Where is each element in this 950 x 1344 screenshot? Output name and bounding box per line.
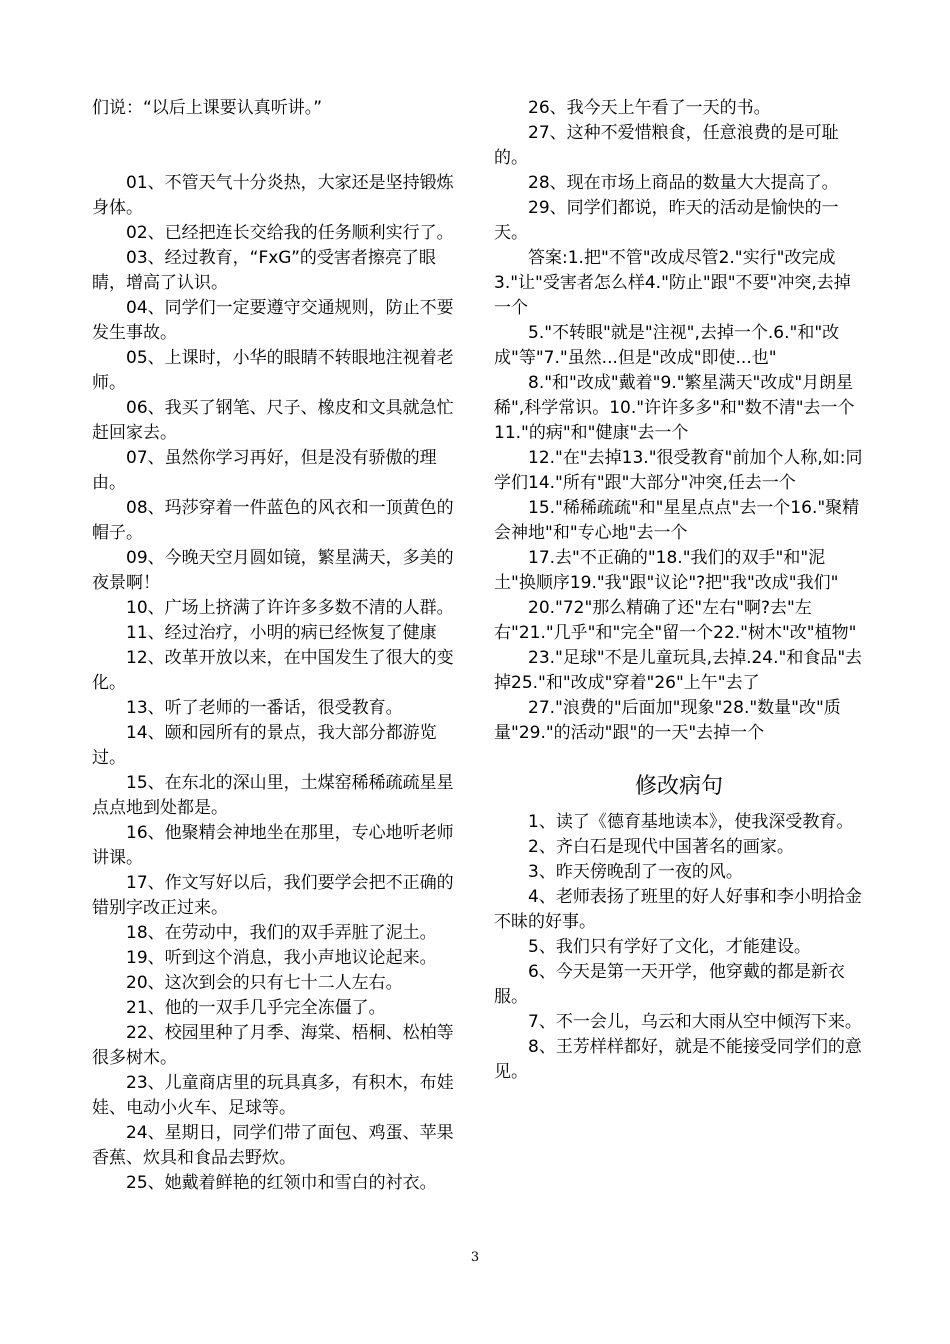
answer-paragraph: 12."在"去掉13."很受教育"前加个人称,如:同学们14."所有"跟"大部分"冲突,任去一个 — [494, 448, 863, 493]
answer-paragraph: 答案:1.把"不管"改成尽管2."实行"改完成3."让"受害者怎么样4."防止"跟"不要"冲突,去掉一个 — [494, 248, 851, 318]
exercise-item: 11、经过治疗，小明的病已经恢复了健康 — [126, 623, 437, 643]
exercise-item: 27、这种不爱惜粮食，任意浪费的是可耻的。 — [494, 123, 839, 168]
section-exercise-item: 1、读了《德育基地读本》，使我深受教育。 — [528, 812, 854, 832]
exercise-item: 21、他的一双手几乎完全冻僵了。 — [126, 998, 386, 1018]
section-exercise-item: 7、不一会儿，乌云和大雨从空中倾泻下来。 — [528, 1012, 862, 1032]
answer-paragraph: 15."稀稀疏疏"和"星星点点"去一个16."聚精会神地"和"专心地"去一个 — [494, 498, 860, 543]
exercise-item: 10、广场上挤满了许许多多数不清的人群。 — [126, 598, 454, 618]
continued-line: 们说：“以后上课要认真听讲。” — [92, 98, 323, 118]
answer-paragraph: 20."72"那么精确了还"左右"啊?去"左右"21."几乎"和"完全"留一个22."树木"改"植物" — [494, 598, 857, 643]
exercise-item: 26、我今天上午看了一天的书。 — [528, 98, 771, 118]
section-exercise-item: 2、齐白石是现代中国著名的画家。 — [528, 837, 794, 857]
exercise-item: 14、颐和园所有的景点，我大部分都游览过。 — [92, 723, 437, 768]
answer-paragraph: 17.去"不正确的"18."我们的双手"和"泥土"换顺序19."我"跟"议论"?把"我"改成"我们" — [494, 548, 839, 593]
exercise-item: 23、儿童商店里的玩具真多，有积木，布娃娃、电动小火车、足球等。 — [92, 1073, 454, 1118]
exercise-item: 06、我买了钢笔、尺子、橡皮和文具就急忙赶回家去。 — [92, 398, 454, 443]
exercise-item: 12、改革开放以来，在中国发生了很大的变化。 — [92, 648, 454, 693]
exercise-item: 18、在劳动中，我们的双手弄脏了泥土。 — [126, 923, 437, 943]
exercise-item: 01、不管天气十分炎热，大家还是坚持锻炼身体。 — [92, 173, 454, 218]
section-exercise-item: 3、昨天傍晚刮了一夜的风。 — [528, 862, 743, 882]
answer-paragraph: 23."足球"不是儿童玩具,去掉.24."和食品"去掉25."和"改成"穿着"26"上午"去了 — [494, 648, 863, 693]
page-number: 3 — [470, 1250, 480, 1265]
exercise-item: 02、已经把连长交给我的任务顺利实行了。 — [126, 223, 454, 243]
exercise-item: 20、这次到会的只有七十二人左右。 — [126, 973, 403, 993]
exercise-item: 15、在东北的深山里，土煤窑稀稀疏疏星星点点地到处都是。 — [92, 773, 454, 818]
exercise-item: 17、作文写好以后，我们要学会把不正确的错别字改正过来。 — [92, 873, 454, 918]
section-exercise-item: 6、今天是第一天开学，他穿戴的都是新衣服。 — [494, 962, 845, 1007]
left-column — [92, 96, 462, 1196]
exercise-item: 07、虽然你学习再好，但是没有骄傲的理由。 — [92, 448, 437, 493]
exercise-item: 25、她戴着鲜艳的红领巾和雪白的衬衣。 — [126, 1173, 437, 1193]
exercise-item: 16、他聚精会神地坐在那里，专心地听老师讲课。 — [92, 823, 454, 868]
answer-paragraph: 5."不转眼"就是"注视",去掉一个.6."和"改成"等"7."虽然...但是"改成"即使...也" — [494, 323, 840, 368]
exercise-item: 03、经过教育，“FxG”的受害者擦亮了眼睛，增高了认识。 — [92, 248, 436, 293]
exercise-item: 08、玛莎穿着一件蓝色的风衣和一顶黄色的帽子。 — [92, 498, 454, 543]
answer-paragraph: 8."和"改成"戴着"9."繁星满天"改成"月朗星稀",科学常识。10."许许多多"和"数不清"去一个11."的病"和"健康"去一个 — [494, 373, 855, 443]
exercise-item: 28、现在市场上商品的数量大大提高了。 — [528, 173, 839, 193]
exercise-item: 13、听了老师的一番话，很受教育。 — [126, 698, 403, 718]
section-title: 修改病句 — [634, 774, 723, 799]
section-exercise-item: 8、王芳样样都好，就是不能接受同学们的意见。 — [494, 1037, 862, 1082]
answer-block — [494, 246, 864, 746]
section-exercise-item: 5、我们只有学好了文化，才能建设。 — [528, 937, 811, 957]
exercise-item: 22、校园里种了月季、海棠、梧桐、松柏等很多树木。 — [92, 1023, 454, 1068]
exercise-item: 24、星期日，同学们带了面包、鸡蛋、苹果香蕉、炊具和食品去野炊。 — [92, 1123, 454, 1168]
exercise-item: 04、同学们一定要遵守交通规则，防止不要发生事故。 — [92, 298, 454, 343]
exercise-item: 29、同学们都说，昨天的活动是愉快的一天。 — [494, 198, 839, 243]
exercise-list-left — [92, 171, 462, 1196]
section-exercise-item: 4、老师表扬了班里的好人好事和李小明拾金不昧的好事。 — [494, 887, 862, 932]
exercise-list-right — [494, 96, 864, 246]
exercise-item: 05、上课时，小华的眼睛不转眼地注视着老师。 — [92, 348, 454, 393]
exercise-item: 19、听到这个消息，我小声地议论起来。 — [126, 948, 437, 968]
exercise-item: 09、今晚天空月圆如镜，繁星满天，多美的夜景啊！ — [92, 548, 454, 593]
spacer — [92, 121, 462, 171]
right-column — [494, 96, 864, 1085]
section-exercise-list — [494, 810, 864, 1085]
answer-paragraph: 27."浪费的"后面加"现象"28."数量"改"质量"29."的活动"跟"的一天"去掉一个 — [494, 698, 841, 743]
